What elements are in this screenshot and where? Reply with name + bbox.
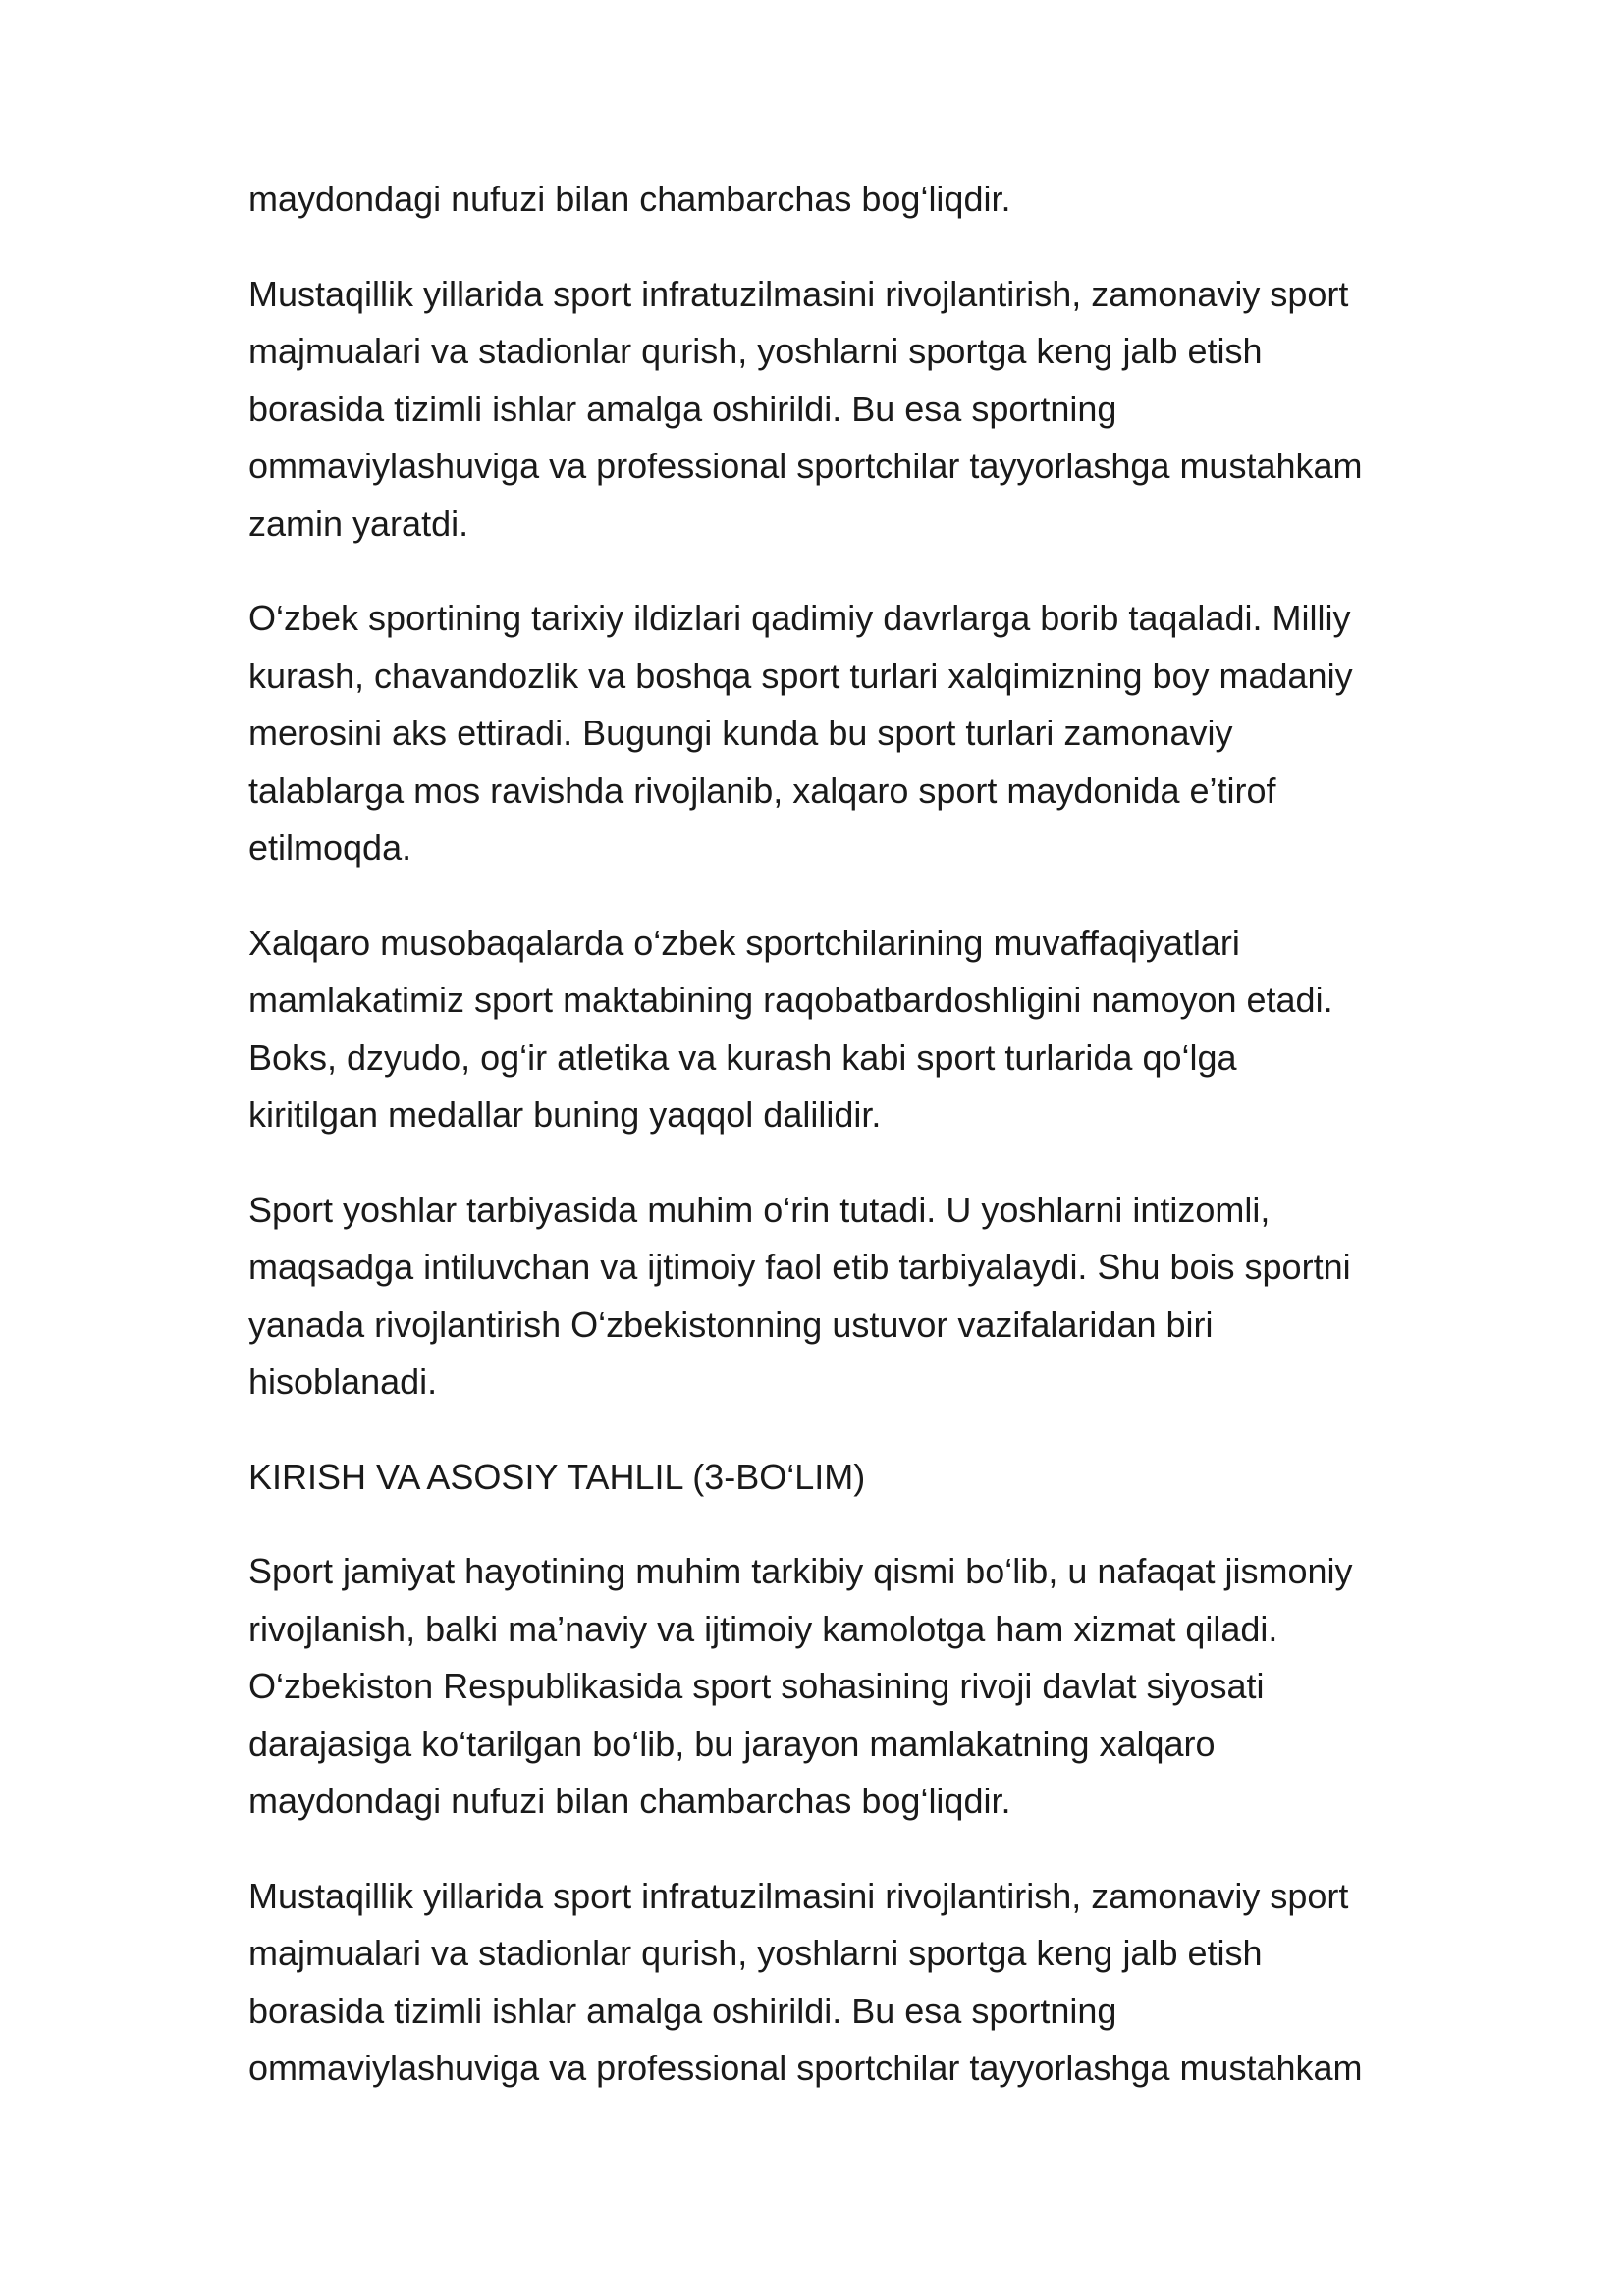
text-line: mamlakatimiz sport maktabining raqobatbardoshligini namoyon etadi. (248, 980, 1333, 1020)
text-line: ommaviylashuviga va professional sportchilar tayyorlashga mustahkam (248, 2048, 1363, 2088)
text-line: ommaviylashuviga va professional sportchilar tayyorlashga mustahkam (248, 446, 1363, 486)
text-line: kurash, chavandozlik va boshqa sport turlari xalqimizning boy madaniy (248, 655, 1353, 696)
text-line: borasida tizimli ishlar amalga oshirildi. Bu esa sportning (248, 1990, 1117, 2031)
paragraph (248, 915, 1476, 1145)
paragraph (248, 266, 1476, 554)
text-line: Boks, dzyudo, og‘ir atletika va kurash kabi sport turlarida qo‘lga (248, 1037, 1237, 1078)
paragraph (248, 1182, 1476, 1412)
text-line: hisoblanadi. (248, 1362, 438, 1402)
heading-line: KIRISH VA ASOSIY TAHLIL (3-BO‘LIM) (248, 1456, 866, 1497)
section-heading (248, 1449, 1476, 1507)
text-line: yanada rivojlantirish O‘zbekistonning ustuvor vazifalaridan biri (248, 1304, 1214, 1345)
text-line: etilmoqda. (248, 828, 412, 868)
paragraph (248, 590, 1476, 878)
paragraph (248, 1868, 1476, 2098)
paragraph (248, 1543, 1476, 1831)
text-line: Mustaqillik yillarida sport infratuzilmasini rivojlantirish, zamonaviy sport (248, 273, 1349, 314)
text-line: majmualari va stadionlar qurish, yoshlarni sportga keng jalb etish (248, 331, 1263, 371)
text-line: maydondagi nufuzi bilan chambarchas bog‘liqdir. (248, 1781, 1011, 1821)
document-body (248, 171, 1476, 2135)
text-line: Sport jamiyat hayotining muhim tarkibiy qismi bo‘lib, u nafaqat jismoniy (248, 1551, 1353, 1591)
text-line: maqsadga intiluvchan va ijtimoiy faol etib tarbiyalaydi. Shu bois sportni (248, 1247, 1351, 1287)
text-line: O‘zbekiston Respublikasida sport sohasining rivoji davlat siyosati (248, 1666, 1265, 1706)
text-line: darajasiga ko‘tarilgan bo‘lib, bu jarayon mamlakatning xalqaro (248, 1723, 1216, 1764)
text-line: merosini aks ettiradi. Bugungi kunda bu sport turlari zamonaviy (248, 713, 1233, 753)
text-line: O‘zbek sportining tarixiy ildizlari qadimiy davrlarga borib taqaladi. Milliy (248, 598, 1351, 638)
text-line: maydondagi nufuzi bilan chambarchas bog‘liqdir. (248, 179, 1011, 219)
text-line: borasida tizimli ishlar amalga oshirildi. Bu esa sportning (248, 388, 1117, 429)
text-line: Xalqaro musobaqalarda o‘zbek sportchilarining muvaffaqiyatlari (248, 922, 1240, 963)
text-line: Sport yoshlar tarbiyasida muhim o‘rin tutadi. U yoshlarni intizomli, (248, 1189, 1271, 1230)
paragraph (248, 171, 1476, 229)
text-line: talablarga mos ravishda rivojlanib, xalqaro sport maydonida e’tirof (248, 770, 1276, 811)
text-line: rivojlanish, balki ma’naviy va ijtimoiy kamolotga ham xizmat qiladi. (248, 1608, 1278, 1649)
text-line: zamin yaratdi. (248, 503, 469, 544)
text-line: Mustaqillik yillarida sport infratuzilmasini rivojlantirish, zamonaviy sport (248, 1875, 1349, 1916)
text-line: majmualari va stadionlar qurish, yoshlarni sportga keng jalb etish (248, 1933, 1263, 1973)
text-line: kiritilgan medallar buning yaqqol dalilidir. (248, 1095, 882, 1135)
